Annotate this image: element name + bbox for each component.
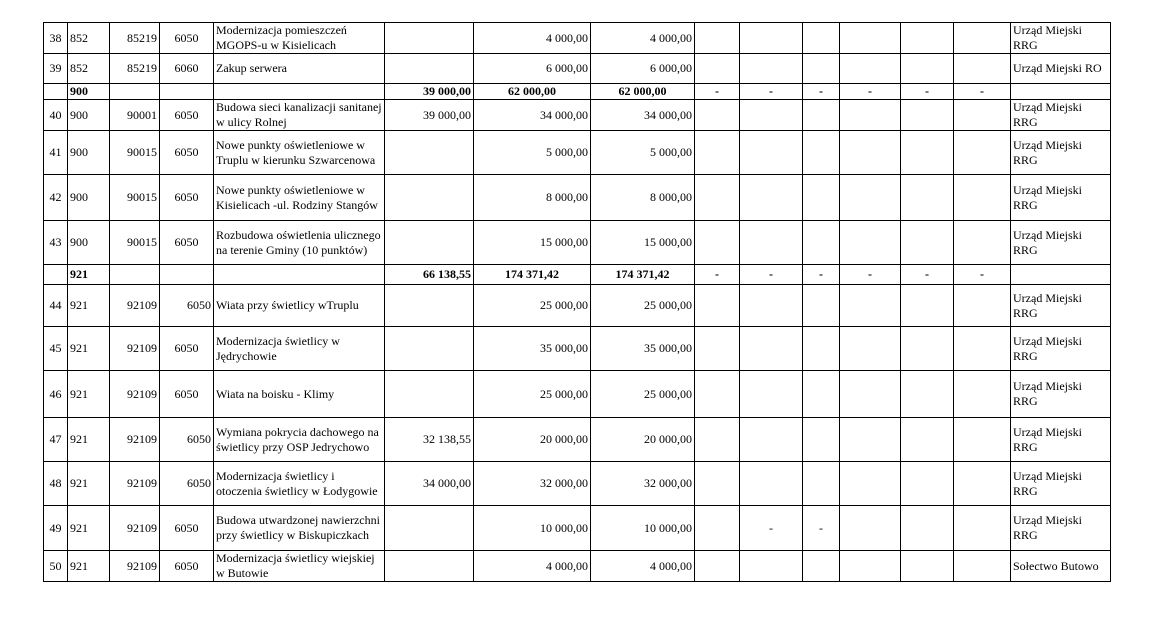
- cell-kwota-1: [385, 285, 474, 327]
- cell-paragraf: [160, 84, 214, 100]
- cell-zadanie: Nowe punkty oświetleniowe w Truplu w kierunku Szwarcenowa: [214, 131, 385, 175]
- cell-kwota-2: 35 000,00: [474, 327, 591, 371]
- table-row: [44, 131, 1111, 175]
- cell-zadanie: Wiata na boisku - Klimy: [214, 371, 385, 418]
- cell-rozdzial: 90015: [110, 221, 160, 265]
- cell-extra-5: [901, 418, 954, 462]
- cell-extra-4: [840, 327, 901, 371]
- cell-extra-2: [740, 54, 803, 84]
- cell-rozdzial: 92109: [110, 506, 160, 551]
- cell-extra-2: [740, 131, 803, 175]
- cell-extra-4: [840, 418, 901, 462]
- cell-lp: 45: [44, 327, 68, 371]
- cell-extra-1: [695, 371, 740, 418]
- cell-kwota-3: 6 000,00: [591, 54, 695, 84]
- cell-kwota-1: [385, 23, 474, 54]
- cell-dzial: 921: [68, 371, 110, 418]
- cell-dzial: 900: [68, 221, 110, 265]
- cell-extra-1: -: [695, 84, 740, 100]
- cell-jednostka: Urząd Miejski RRG: [1011, 506, 1111, 551]
- cell-extra-1: -: [695, 265, 740, 285]
- cell-zadanie: Modernizacja świetlicy i otoczenia świetlicy w Łodygowie: [214, 462, 385, 506]
- cell-kwota-2: 10 000,00: [474, 506, 591, 551]
- cell-extra-1: [695, 551, 740, 582]
- cell-dzial: 921: [68, 551, 110, 582]
- cell-dzial: 852: [68, 54, 110, 84]
- cell-extra-5: [901, 23, 954, 54]
- cell-kwota-3: 34 000,00: [591, 100, 695, 131]
- cell-extra-1: [695, 506, 740, 551]
- cell-rozdzial: [110, 265, 160, 285]
- cell-extra-3: [803, 221, 840, 265]
- cell-kwota-2: 25 000,00: [474, 371, 591, 418]
- table-row: [44, 327, 1111, 371]
- summary-row: [44, 265, 1111, 285]
- cell-lp: 40: [44, 100, 68, 131]
- table-row: [44, 221, 1111, 265]
- cell-kwota-1: [385, 551, 474, 582]
- cell-extra-3: [803, 327, 840, 371]
- cell-extra-3: [803, 131, 840, 175]
- cell-extra-1: [695, 285, 740, 327]
- cell-paragraf: 6050: [160, 551, 214, 582]
- cell-extra-4: -: [840, 84, 901, 100]
- cell-kwota-2: 34 000,00: [474, 100, 591, 131]
- cell-paragraf: 6050: [160, 23, 214, 54]
- cell-extra-5: [901, 131, 954, 175]
- cell-extra-2: -: [740, 506, 803, 551]
- cell-dzial: 900: [68, 131, 110, 175]
- cell-paragraf: 6050: [160, 175, 214, 221]
- cell-extra-4: -: [840, 265, 901, 285]
- cell-extra-5: [901, 506, 954, 551]
- cell-extra-2: [740, 175, 803, 221]
- cell-extra-3: [803, 100, 840, 131]
- cell-extra-4: [840, 131, 901, 175]
- cell-jednostka: Urząd Miejski RRG: [1011, 327, 1111, 371]
- cell-zadanie: [214, 265, 385, 285]
- cell-extra-2: [740, 371, 803, 418]
- cell-extra-1: [695, 131, 740, 175]
- cell-kwota-3: 174 371,42: [591, 265, 695, 285]
- cell-zadanie: Budowa sieci kanalizacji sanitanej w ulicy Rolnej: [214, 100, 385, 131]
- cell-rozdzial: 92109: [110, 418, 160, 462]
- cell-dzial: 921: [68, 506, 110, 551]
- cell-extra-6: [954, 100, 1011, 131]
- cell-jednostka: Sołectwo Butowo: [1011, 551, 1111, 582]
- table-row: [44, 418, 1111, 462]
- cell-extra-4: [840, 506, 901, 551]
- cell-paragraf: 6050: [160, 131, 214, 175]
- cell-rozdzial: 92109: [110, 462, 160, 506]
- cell-extra-3: [803, 462, 840, 506]
- cell-extra-3: [803, 551, 840, 582]
- cell-kwota-2: 25 000,00: [474, 285, 591, 327]
- cell-kwota-3: 5 000,00: [591, 131, 695, 175]
- cell-kwota-3: 35 000,00: [591, 327, 695, 371]
- cell-zadanie: Modernizacja pomieszczeń MGOPS-u w Kisielicach: [214, 23, 385, 54]
- cell-zadanie: Budowa utwardzonej nawierzchni przy świetlicy w Biskupiczkach: [214, 506, 385, 551]
- cell-extra-1: [695, 100, 740, 131]
- table-row: [44, 371, 1111, 418]
- cell-extra-2: [740, 23, 803, 54]
- cell-zadanie: Modernizacja świetlicy w Jędrychowie: [214, 327, 385, 371]
- cell-kwota-2: 174 371,42: [474, 265, 591, 285]
- cell-dzial: 921: [68, 418, 110, 462]
- cell-jednostka: [1011, 265, 1111, 285]
- cell-kwota-1: 39 000,00: [385, 84, 474, 100]
- cell-extra-4: [840, 551, 901, 582]
- cell-extra-1: [695, 54, 740, 84]
- table-row: [44, 100, 1111, 131]
- cell-kwota-2: 6 000,00: [474, 54, 591, 84]
- cell-extra-6: [954, 285, 1011, 327]
- cell-paragraf: 6050: [160, 418, 214, 462]
- cell-extra-6: [954, 131, 1011, 175]
- cell-lp: 39: [44, 54, 68, 84]
- cell-extra-5: [901, 462, 954, 506]
- cell-extra-6: [954, 221, 1011, 265]
- cell-extra-6: [954, 175, 1011, 221]
- cell-paragraf: 6050: [160, 285, 214, 327]
- cell-extra-6: -: [954, 84, 1011, 100]
- cell-jednostka: Urząd Miejski RRG: [1011, 418, 1111, 462]
- cell-kwota-3: 10 000,00: [591, 506, 695, 551]
- cell-extra-2: [740, 100, 803, 131]
- cell-lp: 46: [44, 371, 68, 418]
- cell-extra-3: -: [803, 506, 840, 551]
- cell-paragraf: 6060: [160, 54, 214, 84]
- table-body: [44, 23, 1111, 582]
- summary-row: [44, 84, 1111, 100]
- cell-jednostka: Urząd Miejski RRG: [1011, 371, 1111, 418]
- cell-lp: 41: [44, 131, 68, 175]
- cell-kwota-3: 20 000,00: [591, 418, 695, 462]
- cell-extra-2: [740, 551, 803, 582]
- cell-extra-3: -: [803, 84, 840, 100]
- cell-extra-3: [803, 371, 840, 418]
- cell-dzial: 921: [68, 327, 110, 371]
- cell-lp: [44, 84, 68, 100]
- cell-dzial: 900: [68, 84, 110, 100]
- budget-table: [43, 22, 1111, 582]
- cell-jednostka: Urząd Miejski RRG: [1011, 462, 1111, 506]
- table-row: [44, 23, 1111, 54]
- cell-kwota-3: 15 000,00: [591, 221, 695, 265]
- cell-extra-4: [840, 54, 901, 84]
- cell-kwota-3: 8 000,00: [591, 175, 695, 221]
- cell-extra-1: [695, 418, 740, 462]
- table-row: [44, 551, 1111, 582]
- cell-jednostka: Urząd Miejski RRG: [1011, 285, 1111, 327]
- cell-extra-2: [740, 285, 803, 327]
- cell-paragraf: 6050: [160, 221, 214, 265]
- table-row: [44, 54, 1111, 84]
- cell-extra-5: [901, 175, 954, 221]
- cell-jednostka: Urząd Miejski RRG: [1011, 23, 1111, 54]
- cell-kwota-2: 8 000,00: [474, 175, 591, 221]
- table-row: [44, 506, 1111, 551]
- cell-extra-5: [901, 371, 954, 418]
- cell-kwota-3: 4 000,00: [591, 551, 695, 582]
- cell-extra-4: [840, 23, 901, 54]
- cell-extra-4: [840, 100, 901, 131]
- cell-dzial: 921: [68, 285, 110, 327]
- cell-dzial: 921: [68, 462, 110, 506]
- cell-kwota-1: [385, 54, 474, 84]
- cell-extra-5: -: [901, 84, 954, 100]
- cell-extra-6: [954, 551, 1011, 582]
- cell-extra-5: [901, 327, 954, 371]
- cell-dzial: 852: [68, 23, 110, 54]
- cell-lp: 44: [44, 285, 68, 327]
- cell-extra-4: [840, 175, 901, 221]
- cell-kwota-2: 4 000,00: [474, 551, 591, 582]
- cell-kwota-3: 25 000,00: [591, 285, 695, 327]
- cell-kwota-2: 62 000,00: [474, 84, 591, 100]
- cell-kwota-1: [385, 327, 474, 371]
- cell-paragraf: 6050: [160, 327, 214, 371]
- cell-extra-4: [840, 285, 901, 327]
- cell-extra-3: [803, 418, 840, 462]
- cell-extra-2: [740, 418, 803, 462]
- cell-kwota-1: [385, 506, 474, 551]
- cell-extra-3: [803, 23, 840, 54]
- cell-extra-5: [901, 100, 954, 131]
- cell-rozdzial: 92109: [110, 371, 160, 418]
- cell-zadanie: Rozbudowa oświetlenia ulicznego na terenie Gminy (10 punktów): [214, 221, 385, 265]
- cell-jednostka: Urząd Miejski RRG: [1011, 221, 1111, 265]
- cell-extra-4: [840, 462, 901, 506]
- cell-extra-6: [954, 23, 1011, 54]
- cell-jednostka: Urząd Miejski RRG: [1011, 175, 1111, 221]
- cell-extra-6: [954, 371, 1011, 418]
- cell-paragraf: [160, 265, 214, 285]
- cell-extra-2: [740, 462, 803, 506]
- cell-kwota-2: 5 000,00: [474, 131, 591, 175]
- cell-paragraf: 6050: [160, 462, 214, 506]
- cell-extra-3: [803, 175, 840, 221]
- table-row: [44, 285, 1111, 327]
- cell-extra-6: [954, 327, 1011, 371]
- cell-kwota-1: 39 000,00: [385, 100, 474, 131]
- cell-paragraf: 6050: [160, 100, 214, 131]
- cell-jednostka: [1011, 84, 1111, 100]
- cell-extra-3: -: [803, 265, 840, 285]
- cell-rozdzial: 92109: [110, 327, 160, 371]
- cell-extra-4: [840, 371, 901, 418]
- cell-zadanie: Wymiana pokrycia dachowego na świetlicy przy OSP Jedrychowo: [214, 418, 385, 462]
- cell-kwota-3: 25 000,00: [591, 371, 695, 418]
- cell-kwota-1: 34 000,00: [385, 462, 474, 506]
- cell-extra-3: [803, 285, 840, 327]
- cell-extra-2: [740, 221, 803, 265]
- cell-extra-2: -: [740, 265, 803, 285]
- cell-extra-6: [954, 462, 1011, 506]
- cell-kwota-2: 4 000,00: [474, 23, 591, 54]
- cell-paragraf: 6050: [160, 371, 214, 418]
- cell-jednostka: Urząd Miejski RRG: [1011, 100, 1111, 131]
- cell-extra-6: [954, 54, 1011, 84]
- cell-rozdzial: 85219: [110, 23, 160, 54]
- cell-extra-2: [740, 327, 803, 371]
- cell-lp: 47: [44, 418, 68, 462]
- cell-rozdzial: 92109: [110, 285, 160, 327]
- cell-extra-4: [840, 221, 901, 265]
- cell-rozdzial: [110, 84, 160, 100]
- cell-lp: [44, 265, 68, 285]
- cell-extra-6: [954, 506, 1011, 551]
- cell-zadanie: Zakup serwera: [214, 54, 385, 84]
- cell-extra-1: [695, 175, 740, 221]
- cell-kwota-3: 4 000,00: [591, 23, 695, 54]
- cell-lp: 38: [44, 23, 68, 54]
- cell-extra-2: -: [740, 84, 803, 100]
- cell-zadanie: [214, 84, 385, 100]
- cell-kwota-1: [385, 175, 474, 221]
- cell-extra-5: [901, 221, 954, 265]
- cell-extra-5: [901, 285, 954, 327]
- cell-kwota-2: 20 000,00: [474, 418, 591, 462]
- cell-rozdzial: 90015: [110, 175, 160, 221]
- cell-extra-6: -: [954, 265, 1011, 285]
- cell-lp: 43: [44, 221, 68, 265]
- cell-kwota-1: 66 138,55: [385, 265, 474, 285]
- cell-dzial: 900: [68, 100, 110, 131]
- cell-rozdzial: 85219: [110, 54, 160, 84]
- cell-zadanie: Nowe punkty oświetleniowe w Kisielicach -ul. Rodziny Stangów: [214, 175, 385, 221]
- cell-paragraf: 6050: [160, 506, 214, 551]
- cell-extra-1: [695, 462, 740, 506]
- cell-kwota-1: [385, 131, 474, 175]
- cell-jednostka: Urząd Miejski RO: [1011, 54, 1111, 84]
- cell-lp: 50: [44, 551, 68, 582]
- table-row: [44, 462, 1111, 506]
- cell-rozdzial: 92109: [110, 551, 160, 582]
- cell-extra-1: [695, 221, 740, 265]
- cell-kwota-3: 32 000,00: [591, 462, 695, 506]
- cell-kwota-2: 32 000,00: [474, 462, 591, 506]
- cell-kwota-1: [385, 221, 474, 265]
- cell-kwota-2: 15 000,00: [474, 221, 591, 265]
- cell-kwota-3: 62 000,00: [591, 84, 695, 100]
- cell-dzial: 921: [68, 265, 110, 285]
- cell-rozdzial: 90001: [110, 100, 160, 131]
- cell-lp: 48: [44, 462, 68, 506]
- cell-rozdzial: 90015: [110, 131, 160, 175]
- cell-dzial: 900: [68, 175, 110, 221]
- cell-zadanie: Wiata przy świetlicy wTruplu: [214, 285, 385, 327]
- cell-kwota-1: 32 138,55: [385, 418, 474, 462]
- cell-extra-1: [695, 23, 740, 54]
- cell-extra-6: [954, 418, 1011, 462]
- cell-extra-5: [901, 54, 954, 84]
- cell-lp: 42: [44, 175, 68, 221]
- cell-lp: 49: [44, 506, 68, 551]
- cell-extra-1: [695, 327, 740, 371]
- cell-extra-5: -: [901, 265, 954, 285]
- cell-zadanie: Modernizacja świetlicy wiejskiej w Butowie: [214, 551, 385, 582]
- table-row: [44, 175, 1111, 221]
- cell-kwota-1: [385, 371, 474, 418]
- cell-jednostka: Urząd Miejski RRG: [1011, 131, 1111, 175]
- cell-extra-3: [803, 54, 840, 84]
- cell-extra-5: [901, 551, 954, 582]
